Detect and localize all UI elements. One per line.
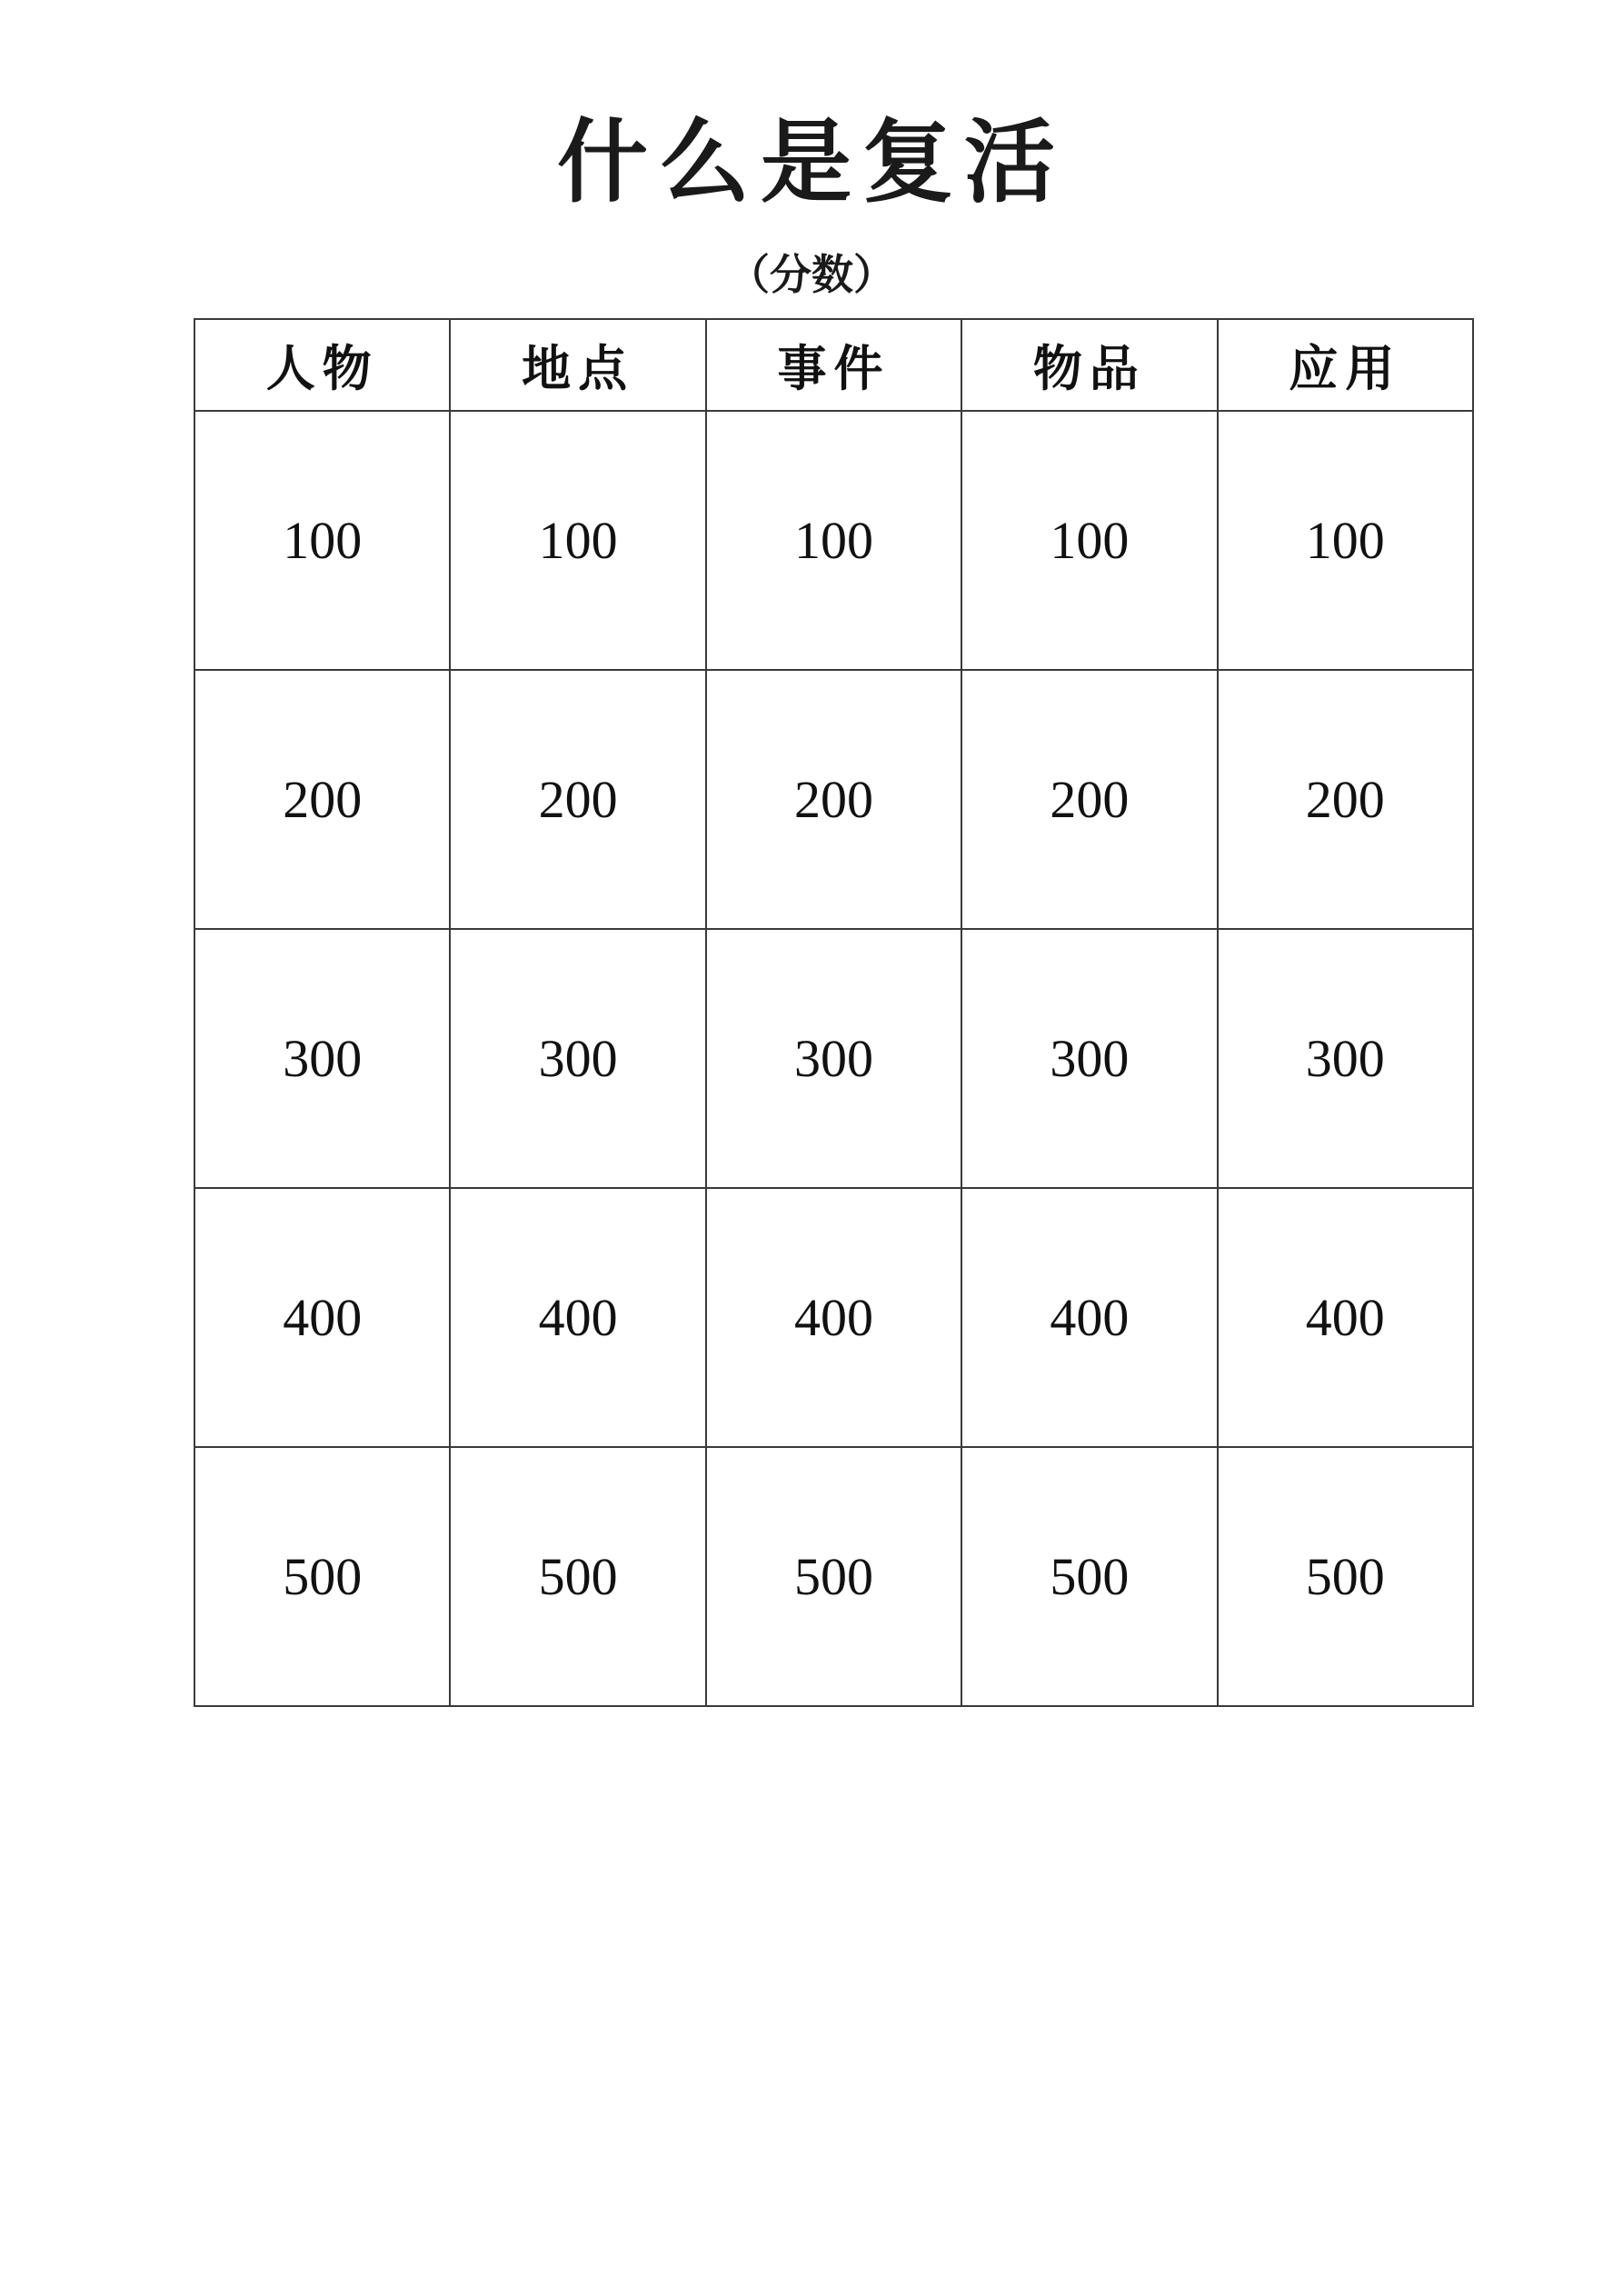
score-row <box>194 411 1473 670</box>
score-cell: 100 <box>706 411 961 670</box>
category-header: 应用 <box>1218 319 1473 411</box>
score-cell: 500 <box>450 1447 705 1706</box>
score-cell: 100 <box>450 411 705 670</box>
score-row <box>194 670 1473 929</box>
score-cell: 400 <box>1218 1188 1473 1447</box>
page-subtitle: （分数） <box>728 250 895 299</box>
score-cell: 200 <box>450 670 705 929</box>
score-cell: 100 <box>194 411 450 670</box>
score-row <box>194 1188 1473 1447</box>
score-row <box>194 929 1473 1188</box>
score-cell: 400 <box>194 1188 450 1447</box>
score-cell: 200 <box>706 670 961 929</box>
category-header: 人物 <box>194 319 450 411</box>
score-cell: 400 <box>961 1188 1217 1447</box>
score-cell: 100 <box>961 411 1217 670</box>
score-cell: 300 <box>1218 929 1473 1188</box>
score-cell: 300 <box>194 929 450 1188</box>
category-header: 地点 <box>450 319 705 411</box>
score-cell: 100 <box>1218 411 1473 670</box>
category-header-row <box>194 319 1473 411</box>
category-header: 事件 <box>706 319 961 411</box>
score-cell: 400 <box>450 1188 705 1447</box>
score-row <box>194 1447 1473 1706</box>
score-cell: 200 <box>194 670 450 929</box>
category-header: 物品 <box>961 319 1217 411</box>
page-title: 什么是复活 <box>557 108 1066 215</box>
score-cell: 300 <box>961 929 1217 1188</box>
score-cell: 200 <box>1218 670 1473 929</box>
score-cell: 500 <box>961 1447 1217 1706</box>
score-cell: 400 <box>706 1188 961 1447</box>
score-cell: 200 <box>961 670 1217 929</box>
score-cell: 500 <box>194 1447 450 1706</box>
score-cell: 500 <box>1218 1447 1473 1706</box>
score-cell: 500 <box>706 1447 961 1706</box>
score-board-table <box>194 318 1474 1707</box>
score-cell: 300 <box>706 929 961 1188</box>
score-cell: 300 <box>450 929 705 1188</box>
